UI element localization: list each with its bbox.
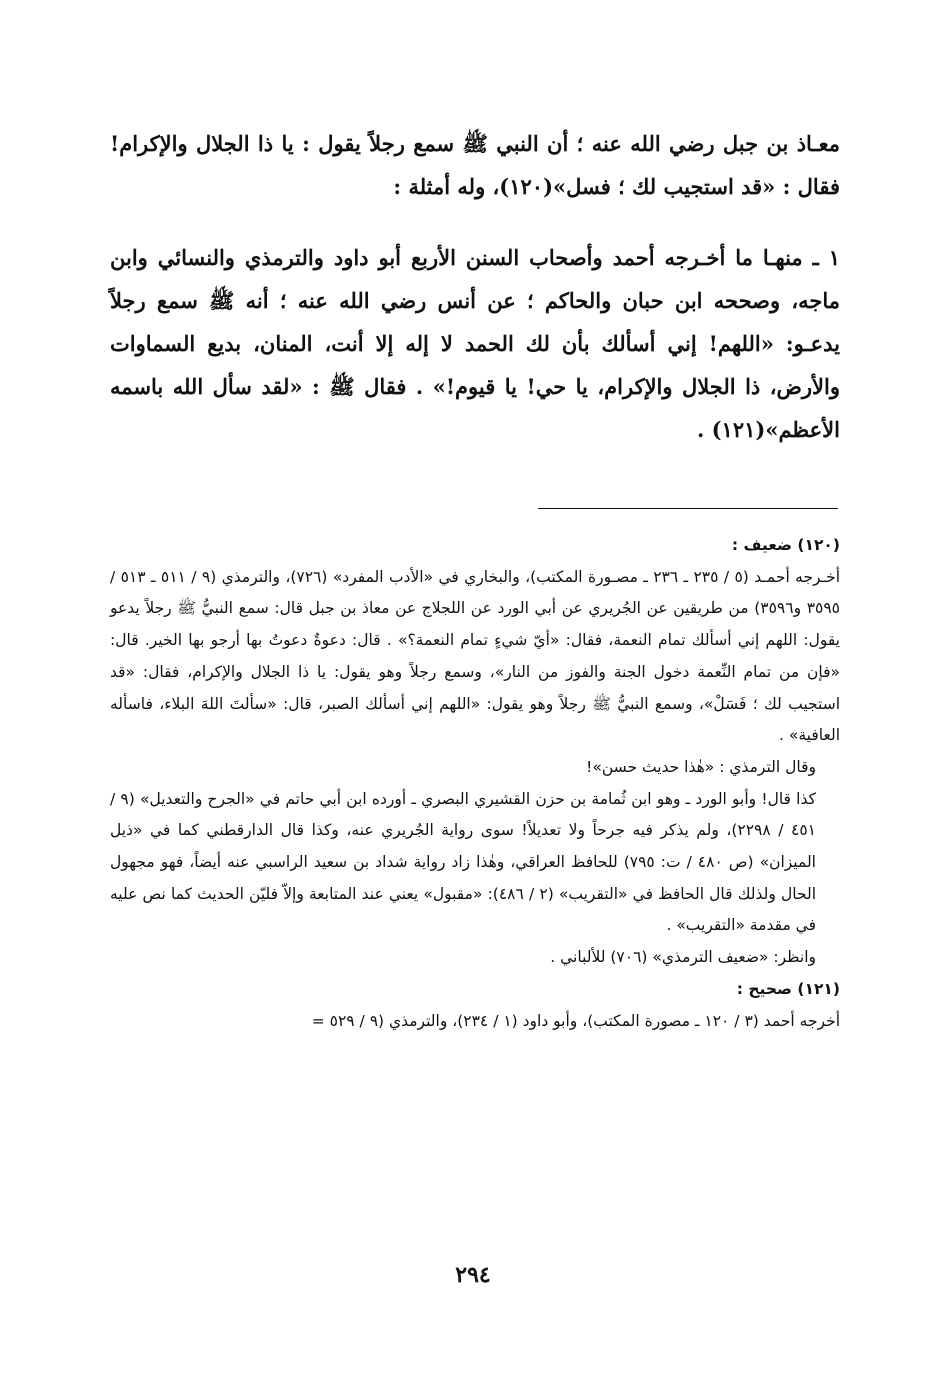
main-paragraph: معـاذ بن جبل رضي الله عنه ؛ أن النبي ﷺ سمع رجلاً يقول : يا ذا الجلال والإكرام! فقال : «قد استجيب لك ؛ فسل»(١٢٠)، وله أمثلة : (110, 131, 840, 199)
footnote-heading: (١٢٠) ضعيف : (731, 536, 840, 554)
footnote-paragraph: كذا قال! وأبو الورد ـ وهو ابن ثُمامة بن حزن القشيري البصري ـ أورده ابن أبي حاتم في «الجرح والتعديل» (٩ / ٤٥١ / ٢٢٩٨)، ولم يذكر فيه جرحاً ولا تعديلاً! سوى رواية الجُريري عنه، وكذا قال الدارقطني كما في «ذيل الميزان» (ص ٤٨٠ / ت: ٧٩٥) للحافظ العراقي، وهٰذا زاد رواية شداد بن سعيد الراسبي عنه أيضاً، فهو مجهول الحال ولذلك قال الحافظ في «التقريب» (٢ / ٤٨٦): «مقبول» يعني عند المتابعة وإلاّ فليّن الحديث كما نص عليه في مقدمة «التقريب» . (110, 789, 817, 935)
main-text (110, 122, 840, 451)
footnote-paragraph: وانظر: «ضعيف الترمذي» (٧٠٦) للألباني . (550, 948, 816, 967)
footnote-paragraph: وقال الترمذي : «هٰذا حديث حسن»! (586, 757, 816, 776)
page-number: ٢٩٤ (455, 1262, 491, 1288)
footnote-paragraph: أخرجه أحمد (٣ / ١٢٠ ـ مصورة المكتب)، وأبو داود (١ / ٢٣٤)، والترمذي (٩ / ٥٢٩ = (311, 1011, 840, 1030)
footnotes (110, 530, 840, 1037)
main-paragraph: ١ ـ منهـا ما أخـرجه أحمد وأصحاب السنن الأربع أبو داود والترمذي والنسائي وابن ماجه، وصححه ابن حبان والحاكم ؛ عن أنس رضي الله عنه ؛ أنه ﷺ سمع رجلاً يدعـو: «اللهم! إني أسألك بأن لك الحمد لا إله إلا أنت، المنان، بديع السماوات والأرض، ذا الجلال والإكرام، يا حي! يا قيوم!» . فقال ﷺ : «لقد سأل الله باسمه الأعظم»(١٢١) . (110, 245, 840, 442)
footnote-paragraph: أخـرجه أحمـد (٥ / ٢٣٥ ـ ٢٣٦ ـ مصـورة المكتب)، والبخاري في «الأدب المفرد» (٧٢٦)، والترمذي (٩ / ٥١١ ـ ٥١٣ / ٣٥٩٥ و٣٥٩٦) من طريقين عن الجُريري عن أبي الورد عن اللجلاج عن معاذ بن جبل قال: سمع النبيُّ ﷺ رجلاً يدعو يقول: اللهم إني أسألك تمام النعمة، فقال: «أيّ شيءٍ تمام النعمة؟» . قال: دعوةٌ دعوتُ بها أرجو بها الخير. قال: «فإن من تمام النِّعمة دخول الجنة والفوز من النار»، وسمع رجلاً وهو يقول: يا ذا الجلال والإكرام، فقال: «قد استجيب لك ؛ فَسَلْ»، وسمع النبيُّ ﷺ رجلاً وهو يقول: «اللهم إني أسألك الصبر، قال: «سألتَ اللهَ البلاء، فاسأله العافية» . (110, 567, 841, 745)
footnote-heading: (١٢١) صحيح : (736, 979, 840, 998)
footnote-divider (538, 508, 838, 509)
